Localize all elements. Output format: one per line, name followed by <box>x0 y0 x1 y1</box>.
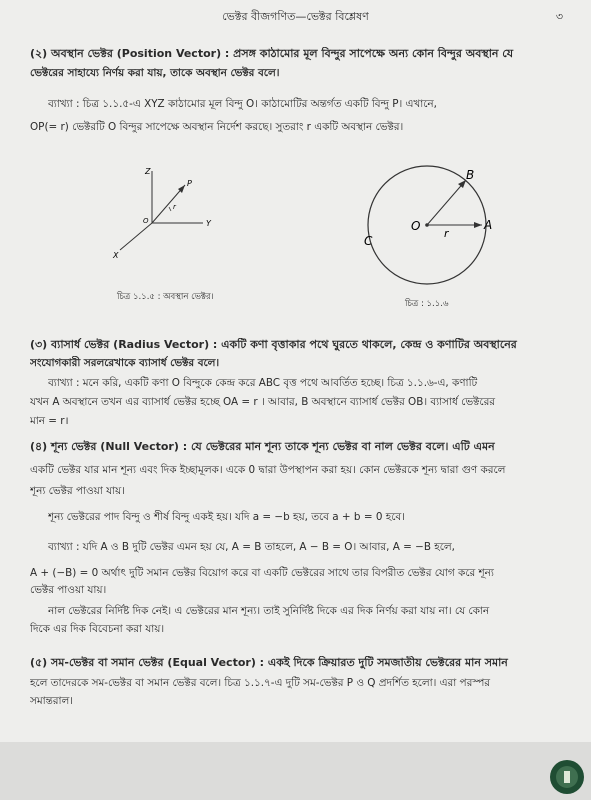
point-c-label: C <box>364 234 373 248</box>
point-a-label: A <box>484 218 493 232</box>
vector-r-label: r <box>173 203 176 211</box>
null-vector-direction-cont: দিকে এর দিক বিবেচনা করা যায়। <box>30 623 165 635</box>
logo-mark-icon <box>564 771 570 783</box>
page-footer-shadow <box>0 742 591 800</box>
position-vector-explanation-cont: OP(= r) ভেক্টরটি O বিন্দুর সাপেক্ষে অবস্থান নির্দেশ করছে। সুতরাং r একটি অবস্থান ভেক্টর। <box>30 121 404 133</box>
position-vector-figure <box>105 165 235 265</box>
position-vector-explanation: ব্যাখ্যা : চিত্র ১.১.৫-এ XYZ কাঠামোর মূল বিন্দু O। কাঠামোটির অন্তর্গত একটি বিন্দু P। এখানে, <box>48 98 437 110</box>
null-vector-text-3: শূন্য ভেক্টরের পাদ বিন্দু ও শীর্ষ বিন্দু একই হয়। যদি a = −b হয়, তবে a + b = 0 হবে। <box>48 511 405 523</box>
radius-vector-explanation-cont: যখন A অবস্থানে তখন এর ব্যাসার্ধ ভেক্টর হচ্ছে OA = r । আবার, B অবস্থানে ব্যাসার্ধ ভেক্টর OB। ব্যাসার্ধ ভেক্টরের <box>30 396 496 408</box>
axis-z-label: Z <box>145 167 151 176</box>
point-p-label: P <box>187 179 192 188</box>
null-vector-explanation-end: ভেক্টর পাওয়া যায়। <box>30 584 107 596</box>
equal-vector-definition: হলে তাদেরকে সম-ভেক্টর বা সমান ভেক্টর বলে। চিত্র ১.১.৭-এ দুটি সম-ভেক্টর P ও Q প্রদর্শিত হলো। এরা পরস্পর <box>30 677 490 689</box>
watermark-logo <box>550 760 584 794</box>
axis-x-label: X <box>113 251 119 260</box>
equal-vector-definition-end: সমান্তরাল। <box>30 695 73 707</box>
null-vector-explanation-cont: A + (−B) = 0 অর্থাৎ দুটি সমান ভেক্টর বিয়োগ করে বা একটি ভেক্টরের সাথে তার বিপরীত ভেক্টর যোগ করে শূন্য <box>30 567 494 579</box>
radius-vector-explanation: ব্যাখ্যা : মনে করি, একটি কণা O বিন্দুকে কেন্দ্র করে ABC বৃত্ত পথে আবর্তিত হচ্ছে। চিত্র ১.১.৬-এ, কণাটি <box>48 377 478 389</box>
position-vector-heading: (২) অবস্থান ভেক্টর (Position Vector) : প্রসঙ্গ কাঠামোর মূল বিন্দুর সাপেক্ষে অন্য কোন বিন্দুর অবস্থান যে <box>30 47 514 60</box>
figure-left-caption: চিত্র ১.১.৫ : অবস্থান ভেক্টর। <box>117 292 214 302</box>
null-vector-explanation: ব্যাখ্যা : যদি A ও B দুটি ভেক্টর এমন হয় যে, A = B তাহলে, A − B = O। আবার, A = −B হলে, <box>48 541 455 553</box>
figure-right-caption: চিত্র : ১.১.৬ <box>405 299 449 309</box>
equal-vector-heading: (৫) সম-ভেক্টর বা সমান ভেক্টর (Equal Vector) : একই দিকে ক্রিয়ারত দুটি সমজাতীয় ভেক্টরের মান সমান <box>30 656 508 669</box>
header-title: ভেক্টর বীজগণিত—ভেক্টর বিশ্লেষণ <box>222 10 369 23</box>
radius-vector-figure <box>360 160 510 295</box>
page-number: ৩ <box>555 10 563 23</box>
null-vector-direction: নাল ভেক্টরের নির্দিষ্ট দিক নেই। এ ভেক্টরের মান শূন্য। তাই সুনির্দিষ্ট দিকে এর দিক নির্ণয় করা যায় না। যে কোন <box>48 605 490 617</box>
null-vector-text-1: একটি ভেক্টর যার মান শূন্য এবং দিক ইচ্ছামূলক। একে 0 দ্বারা উপস্থাপন করা হয়। কোন ভেক্টরকে শূন্য দ্বারা গুণ করলে <box>30 464 506 476</box>
axis-y-label: Y <box>206 219 211 228</box>
radius-vector-definition: সংযোগকারী সরলরেখাকে ব্যাসার্ধ ভেক্টর বলে। <box>30 357 220 369</box>
radius-vector-magnitude: মান = r। <box>30 415 69 427</box>
center-o-label: O <box>411 219 421 233</box>
point-b-label: B <box>466 168 475 182</box>
null-vector-heading: (৪) শূন্য ভেক্টর (Null Vector) : যে ভেক্টরের মান শূন্য তাকে শূন্য ভেক্টর বা নাল ভেক্টর বলে। এটি এমন <box>30 440 495 453</box>
origin-label: O <box>143 217 149 225</box>
running-header <box>0 8 591 27</box>
radius-r-label: r <box>444 227 449 240</box>
radius-vector-heading: (৩) ব্যাসার্ধ ভেক্টর (Radius Vector) : একটি কণা বৃত্তাকার পথে ঘুরতে থাকলে, কেন্দ্র ও কণাটির অবস্থানের <box>30 338 517 351</box>
null-vector-text-2: শূন্য ভেক্টর পাওয়া যায়। <box>30 485 125 497</box>
position-vector-definition: ভেক্টরের সাহায্যে নির্ণয় করা যায়, তাকে অবস্থান ভেক্টর বলে। <box>30 67 280 79</box>
